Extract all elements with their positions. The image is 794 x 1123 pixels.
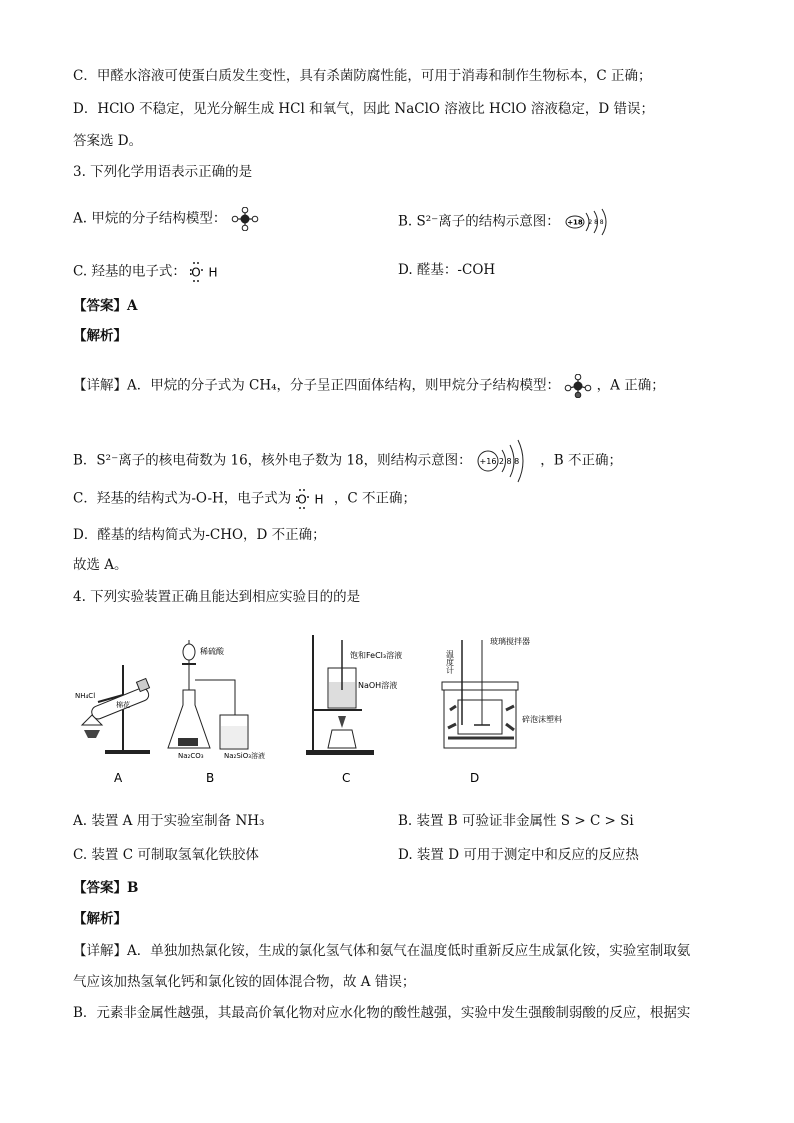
detail-c xyxy=(73,487,416,511)
question-4-stem: 4. 下列实验装置正确且能达到相应实验目的的是 xyxy=(73,589,361,605)
label-dilute-sulfuric-acid: 稀硫酸 xyxy=(200,647,224,656)
detail-d: D．醛基的结构简式为-CHO，D 不正确； xyxy=(73,527,326,543)
detail-b xyxy=(73,436,622,486)
q4-option-a: A. 装置 A 用于实验室制备 NH₃ xyxy=(73,813,265,829)
label-fecl3: 饱和FeCl₃溶液 xyxy=(350,651,403,660)
nucleus-charge-label: +16 xyxy=(479,457,497,466)
question-3-stem: 3. 下列化学用语表示正确的是 xyxy=(73,164,253,180)
q4-option-b: B. 装置 B 可验证非金属性 S > C > Si xyxy=(398,813,634,829)
text-line: 答案选 D。 xyxy=(73,133,143,149)
hydroxyl-electron-formula xyxy=(296,487,330,511)
q3-option-b xyxy=(398,207,620,237)
apparatus-label-b: B xyxy=(206,771,215,785)
apparatus-figure xyxy=(70,630,590,790)
text-line: C．甲醛水溶液可使蛋白质发生变性，具有杀菌防腐性能，可用于消毒和制作生物标本，C 正确； xyxy=(73,68,652,84)
label-glass-stirrer: 玻璃搅拌器 xyxy=(490,637,530,646)
detail-a xyxy=(73,374,665,398)
hydroxyl-electron-formula xyxy=(190,260,224,284)
shell-electrons-label: 2 8 8 xyxy=(498,457,520,466)
shell-electrons-label: 2 8 8 xyxy=(588,219,604,226)
apparatus-a xyxy=(75,665,150,754)
detail-conclusion: 故选 A。 xyxy=(73,557,128,573)
apparatus-d xyxy=(442,636,562,748)
hydrogen-symbol: H xyxy=(314,492,324,507)
q3-option-b-text: B. S²⁻离子的结构示意图： xyxy=(398,213,560,230)
apparatus-label-a: A xyxy=(114,771,123,785)
q3-option-c xyxy=(73,260,224,284)
label-cotton: 棉花 xyxy=(116,701,130,709)
q3-option-a xyxy=(73,207,259,231)
text-line: D．HClO 不稳定，见光分解生成 HCl 和氧气，因此 NaClO 溶液比 HClO 溶液稳定，D 错误； xyxy=(73,101,654,117)
detail-4b: B．元素非金属性越强，其最高价氧化物对应水化物的酸性越强，实验中发生强酸制弱酸的反应，根据实 xyxy=(73,1005,691,1021)
label-na2sio3: Na₂SiO₃溶液 xyxy=(224,752,266,760)
ion-structure-diagram-wrong xyxy=(564,207,620,237)
q3-option-d: D. 醛基：-COH xyxy=(398,262,496,278)
answer-label: 【答案】B xyxy=(73,880,139,896)
apparatus-label-d: D xyxy=(470,771,480,785)
answer-label: 【答案】A xyxy=(73,298,138,314)
q4-option-d: D. 装置 D 可用于测定中和反应的反应热 xyxy=(398,847,639,863)
label-thermometer: 温度计 xyxy=(445,650,455,674)
nucleus-charge-label: +18 xyxy=(567,218,583,227)
label-na2co3: Na₂CO₃ xyxy=(178,752,204,760)
detail-a-text: 【详解】A．甲烷的分子式为 CH₄，分子呈正四面体结构，则甲烷分子结构模型： xyxy=(73,377,561,394)
analysis-label: 【解析】 xyxy=(73,328,127,344)
oxygen-symbol: O xyxy=(296,492,307,507)
label-foam: 碎泡沫塑料 xyxy=(522,715,562,724)
analysis-label: 【解析】 xyxy=(73,911,127,927)
methane-model-icon xyxy=(231,207,259,231)
label-naoh: NaOH溶液 xyxy=(358,681,398,690)
methane-model-icon xyxy=(564,374,592,398)
apparatus-b xyxy=(168,640,265,760)
ion-structure-diagram-correct xyxy=(476,436,536,486)
detail-b-tail: ，B 不正确； xyxy=(540,452,622,469)
detail-c-text: C．羟基的结构式为-O-H，电子式为 xyxy=(73,490,292,507)
q3-option-a-text: A. 甲烷的分子结构模型： xyxy=(73,210,227,227)
detail-c-tail: ，C 不正确； xyxy=(333,490,417,507)
apparatus-label-c: C xyxy=(342,771,351,785)
q4-option-c: C. 装置 C 可制取氢氧化铁胶体 xyxy=(73,847,259,863)
detail-4a-line1: 【详解】A．单独加热氯化铵，生成的氯化氢气体和氨气在温度低时重新反应生成氯化铵，实验室制取氨 xyxy=(73,943,691,959)
q3-option-c-text: C. 羟基的电子式： xyxy=(73,263,186,280)
hydrogen-symbol: H xyxy=(208,265,218,280)
detail-a-tail: ，A 正确； xyxy=(596,377,665,394)
detail-4a-line2: 气应该加热氢氧化钙和氯化铵的固体混合物，故 A 错误； xyxy=(73,974,416,990)
oxygen-symbol: O xyxy=(191,265,201,280)
apparatus-c xyxy=(306,635,402,755)
label-nh4cl: NH₄Cl xyxy=(75,692,96,700)
detail-b-text: B．S²⁻离子的核电荷数为 16，核外电子数为 18，则结构示意图： xyxy=(73,452,472,469)
